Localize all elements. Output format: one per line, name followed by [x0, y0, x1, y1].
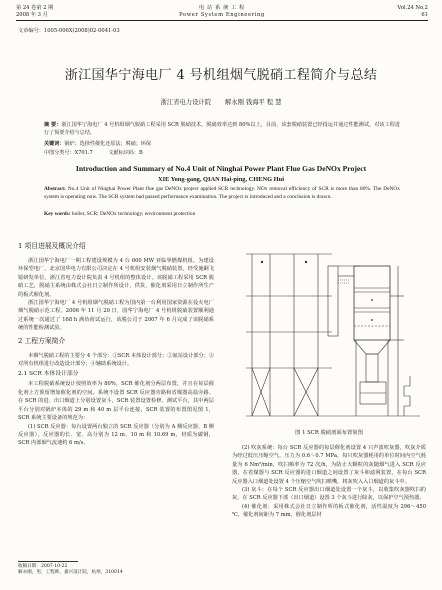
keywords-text-en: boiler, SCR; DeNOx technology; environment protection — [71, 211, 196, 217]
header-right — [398, 5, 428, 18]
section-1-paragraph-1: 浙江国华宁海电厂一期工程建设规模为 4 台 600 MW 亚临界燃煤机组。为建设环保型电厂，北京国华电力有限公司决定在 4 号机组安装烟气脱硝装置，经受施嗣飞镜研发单位，浙江省电力设计院负责 4 号机组的整体设计。该脱硝工程采用 SCR 脱硝工艺，脱硝主系统由株式会社日立制作所设计、供货，催化剂采用日立制作所生产的板式催化剂。 — [18, 258, 214, 298]
right-paragraph-catalyst: (4) 催化剂：采用株式会社日立制作所的板式催化剂，活性温度为 296～450 ℃，催化剂间距为 7 mm，催化剂层材 — [232, 503, 426, 519]
header-volume-issue: 第 24 卷第 2 期 — [16, 5, 54, 11]
footnote-received: 收稿日期：2007-10-22 — [18, 564, 68, 569]
title-english: Introduction and Summary of No.4 Unit of Ninghai Power Plant Flue Gas DeNOx Project — [75, 164, 367, 173]
keywords-label-cn: 关键词： — [44, 141, 65, 147]
footnote-rule — [18, 561, 78, 562]
affiliation: 浙江省电力设计院 — [160, 99, 211, 106]
section-2-1-paragraph-1: 本工程脱硝系统设计按照效率为 80%，SCR 催化剂分两层布置，并且在每层催化剂上方预留增加催化剂的空间。系统不设置 SCR 反应器旁路和省煤器高温旁路。在 SCR 的进、出口烟道上分别设置灰斗，SCR 装置设置检修、测试平台，其中两层平台分别对锅炉本体的 29 m 和 40 m 层平台连接，SCR 装置的布置图见图 1，SCR 系统主要设备的规范为： — [18, 381, 214, 422]
header-journal-cn: 电 站 系 统 工 程 — [199, 5, 245, 11]
left-column — [18, 238, 214, 448]
keywords-text-cn: 锅炉；选择性催化还原法；脱硝；环保 — [64, 141, 151, 147]
abstract-label-cn: 摘 要： — [44, 122, 62, 128]
scr-outlet-duct — [366, 354, 378, 382]
header-journal-en: Power System Engineering — [179, 11, 265, 18]
header-date: 2008 年 3 月 — [16, 11, 48, 18]
section-2-1-paragraph-2: (1) SCR 反应器：每台设置两台独立的 SCR 反应器（分别为 A 侧反应器、B 侧反应器），反应器的长、宽、高分别为 12 m、10 m 和 10.69 m，材质为碳钢，SCR 内部烟气流速约 6 m/s。 — [18, 423, 214, 447]
abstract-chinese — [44, 121, 400, 137]
economizer-outlet-duct — [328, 266, 338, 336]
footnote-author: 解永刚，男，工程师，嘉兴设计院，杭州，310014 — [18, 570, 123, 576]
document-code: 文献标识码：B — [108, 150, 143, 156]
footnote — [18, 564, 214, 576]
section-1-heading: 1 项目进展及概况介绍 — [18, 242, 86, 250]
title-chinese: 浙江国华宁海电厂 4 号机组烟气脱硝工程简介与总结 — [64, 68, 378, 83]
figure-1-scr-layout — [232, 236, 426, 426]
section-2-paragraph-1: 本烟气脱硝工程的主要分 4 个部分：①SCR 本体设计部分；②氨站设计部分；③对所有机组进行改造设计部分；④辅助系统设计。 — [18, 352, 214, 368]
scr-reactor — [354, 266, 390, 340]
right-column — [232, 444, 426, 520]
authors-chinese — [0, 97, 442, 106]
header-rule — [16, 20, 428, 21]
author-names: 解永刚 钱海平 程 慧 — [225, 99, 282, 106]
keywords-english — [44, 211, 400, 218]
header-journal — [16, 5, 428, 18]
section-2-heading: 2 工程方案简介 — [18, 336, 66, 345]
header-vol-en: Vol.24 No.2 — [397, 5, 428, 11]
reactor-hopper — [354, 340, 390, 354]
abstract-text-en: No.4 Unit of Ninghai Power Plant flue gas DeNOx project applied SCR technology. NOx removal efficiency of SCR is more than 80%. The DeNOx system is operating now. The SCR system had passed performance examination. The project is introduced and a conclusion is drawn. — [44, 186, 400, 200]
figure-1-caption: 图 1 SCR 脱硝剖面布置简图 — [295, 430, 363, 436]
keywords-chinese — [44, 141, 400, 148]
right-paragraph-soot-blowing: (2) 吹灰系统：每台 SCR 反应器的每层催化剂设置 4 只声波吹灰器，吹灰介质为经过低压压缩空气，压力为 0.6～0.7 MPa，每只吹灰器耗用的单位时间内空气耗量为 6 Nm³/min，吹扫频率为 72 次/h，为防止大颗粒的灰随烟气进入 SCR 反应器，在省煤器与 SCR 反应器的进口烟道之间设置了灰斗和滤网装置，在每台 SCR 反应器入口烟道处设置 4 个压缩空气吹扫喷嘴，将灰吹入入口烟道的灰斗中。 — [232, 445, 426, 485]
stairs — [404, 376, 410, 416]
section-2-1-heading: 2.1 SCR 本体设计部分 — [18, 371, 79, 378]
page-number: 61 — [421, 11, 428, 18]
classification — [44, 150, 400, 157]
authors-english: XIE Yong-gang, QIAN Hai-ping, CHENG Hui — [157, 176, 284, 183]
abstract-english — [44, 186, 400, 201]
right-paragraph-hopper: (3) 灰斗：在每个 SCR 反应器出口烟道处设置一个灰斗，以收集吹灰器吹扫的灰，在 SCR 反应器下部（出口烟道）设置 3 个灰斗进行除灰，以保护空气预热器。 — [232, 487, 426, 502]
keywords-label-en: Key words: — [44, 211, 71, 217]
article-number: 文章编号：1005-006X(2008)02-0041-03 — [18, 28, 120, 34]
abstract-label-en: Abstract: — [44, 186, 66, 192]
scr-layout-drawing — [232, 236, 426, 426]
section-1-paragraph-2: 浙江国华宁海电厂 4 号机组烟气脱硝工程为国内第一台利用国家资源在役火电厂烟气脱硝示范工程。2006 年 11 月 20 日，国华宁海电厂 4 号机组脱硝装置顺利通过系统一次通过了 168 h 满负荷试运行，该脱公司于 2007 年 6 月完成了该脱硝系统的性能检测试验。 — [18, 300, 214, 332]
clc-number: 中图分类号：X701.7 — [44, 150, 93, 156]
abstract-text-cn: 浙江国华宁海电厂 4 号机组烟气脱硝工程采用 SCR 脱硝技术，脱硝效率达到 80%以上，目前，该套脱硝装置已经投运并通过性能测试，对该工程进行了简要介绍与总结。 — [44, 122, 400, 137]
